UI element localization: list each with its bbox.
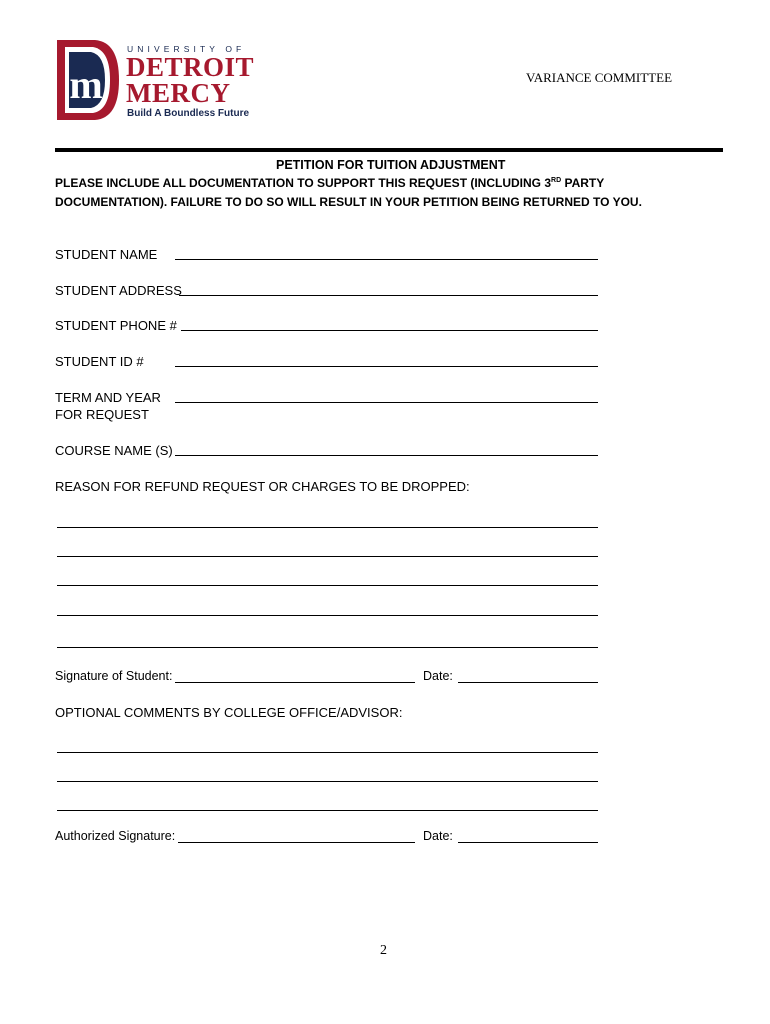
- student-signature-label: Signature of Student:: [55, 669, 173, 683]
- comments-line-1[interactable]: [57, 752, 598, 753]
- instructions-superscript: RD: [551, 177, 562, 184]
- reason-line-2[interactable]: [57, 556, 598, 557]
- reason-line-5[interactable]: [57, 647, 598, 648]
- instructions-text-a: PLEASE INCLUDE ALL DOCUMENTATION TO SUPPORT THIS REQUEST (INCLUDING 3: [55, 176, 552, 190]
- comments-line-2[interactable]: [57, 781, 598, 782]
- student-name-field[interactable]: [175, 259, 598, 260]
- student-date-label: Date:: [423, 669, 453, 683]
- svg-text:m: m: [69, 62, 103, 107]
- student-address-field[interactable]: [179, 295, 598, 296]
- for-request-label: FOR REQUEST: [55, 407, 149, 422]
- instructions-line-2: DOCUMENTATION). FAILURE TO DO SO WILL RESULT IN YOUR PETITION BEING RETURNED TO YOU.: [55, 195, 642, 209]
- student-date-field[interactable]: [458, 682, 598, 683]
- term-year-field[interactable]: [175, 402, 598, 403]
- course-name-label: COURSE NAME (S): [55, 443, 173, 458]
- reason-line-4[interactable]: [57, 615, 598, 616]
- student-name-label: STUDENT NAME: [55, 247, 158, 262]
- header-divider: [55, 148, 723, 152]
- authorized-signature-field[interactable]: [178, 842, 415, 843]
- authorized-date-field[interactable]: [458, 842, 598, 843]
- committee-heading: VARIANCE COMMITTEE: [526, 70, 673, 85]
- authorized-date-label: Date:: [423, 829, 453, 843]
- reason-line-3[interactable]: [57, 585, 598, 586]
- instructions-text-b: PARTY: [561, 176, 605, 190]
- form-title: PETITION FOR TUITION ADJUSTMENT: [276, 158, 506, 172]
- logo-tagline: Build A Boundless Future: [127, 108, 250, 119]
- page-number: 2: [380, 943, 387, 958]
- comments-line-3[interactable]: [57, 810, 598, 811]
- course-name-field[interactable]: [175, 455, 598, 456]
- student-phone-label: STUDENT PHONE #: [55, 318, 177, 333]
- student-id-field[interactable]: [175, 366, 598, 367]
- logo-detroit: DETROIT: [126, 52, 255, 82]
- comments-label: OPTIONAL COMMENTS BY COLLEGE OFFICE/ADVISOR:: [55, 705, 403, 720]
- student-phone-field[interactable]: [181, 330, 598, 331]
- authorized-signature-label: Authorized Signature:: [55, 829, 176, 843]
- logo-university-of: UNIVERSITY OF: [127, 44, 246, 54]
- reason-label: REASON FOR REFUND REQUEST OR CHARGES TO BE DROPPED:: [55, 479, 470, 494]
- student-address-label: STUDENT ADDRESS: [55, 283, 182, 298]
- student-id-label: STUDENT ID #: [55, 354, 144, 369]
- instructions-line-1: [55, 176, 604, 190]
- detroit-mercy-d-icon: [55, 38, 121, 122]
- term-year-label: TERM AND YEAR: [55, 390, 161, 405]
- student-signature-field[interactable]: [175, 682, 415, 683]
- reason-line-1[interactable]: [57, 527, 598, 528]
- university-logo: [55, 38, 255, 122]
- logo-mercy: MERCY: [126, 78, 231, 108]
